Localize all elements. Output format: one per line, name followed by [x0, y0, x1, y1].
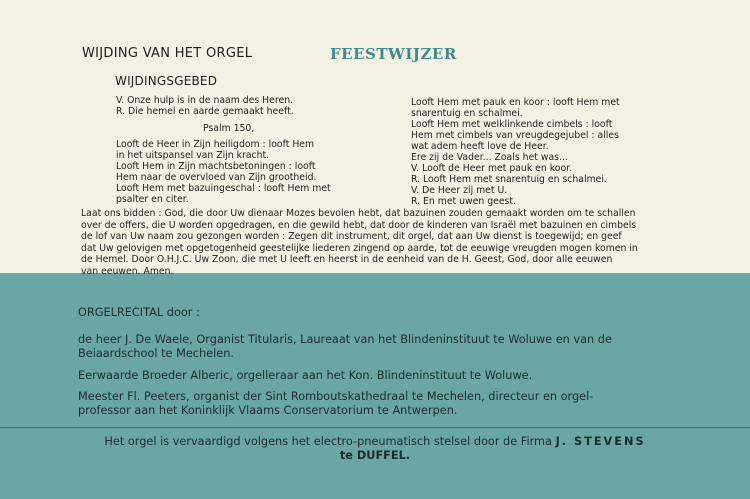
- recital-title: ORGELRECITAL door :: [78, 306, 200, 319]
- prayer-line: wat adem heeft love de Heer.: [411, 141, 549, 152]
- closing-line: Laat ons bidden : God, die door Uw dienaar Mozes bevolen hebt, dat bazuinen zouden gemaakt worden om te schallen: [81, 208, 636, 219]
- prayer-line: in het uitspansel van Zijn kracht.: [116, 150, 270, 161]
- performer-line: de heer J. De Waele, Organist Titularis, Laureaat van het Blindeninstituut te Woluwe en van de: [78, 333, 612, 346]
- closing-line: over de offers, die U worden opgedragen, en die gewild hebt, dat door de kinderen van Israël met bazuinen en cimbels: [81, 219, 637, 231]
- program-title: FEESTWIJZER: [330, 45, 457, 63]
- prayer-line: R. En met uwen geest.: [411, 196, 516, 207]
- performer-line: professor aan het Koninklijk Vlaams Conservatorium te Antwerpen.: [78, 404, 458, 417]
- prayer-line: snarentuig en schalmei.: [411, 108, 523, 119]
- performer-line: Beiaardschool te Mechelen.: [78, 347, 234, 360]
- divider: [0, 427, 750, 428]
- prayer-line: Looft Hem met welklinkende cimbels : looft: [411, 119, 613, 130]
- performer-line: Eerwaarde Broeder Alberic, orgelleraar aan het Kon. Blindeninstituut te Woluwe.: [78, 369, 533, 382]
- closing-line: dat Uw gelovigen met opgetogenheid geestelijke liederen zingend op aarde, tot de eeuwige vreugden mogen komen in: [81, 242, 638, 254]
- footer-text: [0, 435, 750, 449]
- psalm-heading: Psalm 150,: [203, 123, 255, 134]
- prayer-line: V. Looft de Heer met pauk en koor.: [411, 163, 573, 174]
- prayer-line: Hem met cimbels van vreugdegejubel : alles: [411, 130, 619, 141]
- closing-prayer: [81, 208, 741, 277]
- footer-location: [0, 449, 750, 463]
- prayer-line: Looft Hem met pauk en koor : looft Hem met: [411, 97, 620, 108]
- closing-line: de lof van Uw naam zou gezongen worden : Zegen dit instrument, dit orgel, dat aan Uw dienst is toegewijd; en geef: [81, 231, 622, 242]
- prayer-line: Hem naar de overvloed van Zijn grootheid.: [116, 172, 317, 183]
- prayer-line: V. Onze hulp is in de naam des Heren.: [116, 95, 294, 106]
- prayer-line: Ere zij de Vader... Zoals het was...: [411, 152, 568, 163]
- footer-statement: Het orgel is vervaardigd volgens het electro-pneumatisch stelsel door de Firma: [104, 435, 552, 448]
- prayer-line: Looft de Heer in Zijn heiligdom : looft Hem: [116, 139, 315, 150]
- closing-line: de Hemel. Door O.H.J.C. Uw Zoon, die met U leeft en heerst in de eenheid van de H. Geest, God, door alle eeuwen: [81, 254, 613, 265]
- prayer-line: R. Die hemel en aarde gemaakt heeft.: [116, 106, 294, 117]
- prayer-line: Looft Hem in Zijn machtsbetoningen : looft: [116, 161, 316, 172]
- prayer-line: V. De Heer zij met U.: [411, 185, 508, 196]
- prayer-title: WIJDINGSGEBED: [115, 74, 218, 88]
- page-heading: WIJDING VAN HET ORGEL: [82, 46, 253, 61]
- prayer-line: psalter en citer.: [116, 194, 189, 205]
- prayer-line: Looft Hem met bazuingeschal : looft Hem met: [116, 183, 331, 194]
- closing-line: van eeuwen. Amen.: [81, 265, 174, 277]
- firm-name: J. STEVENS: [555, 435, 646, 448]
- performer-line: Meester Fl. Peeters, organist der Sint Romboutskathedraal te Mechelen, directeur en orgel-: [78, 390, 594, 403]
- prayer-line: R. Looft Hem met snarentuig en schalmei.: [411, 174, 607, 185]
- firm-location: te DUFFEL.: [339, 449, 411, 462]
